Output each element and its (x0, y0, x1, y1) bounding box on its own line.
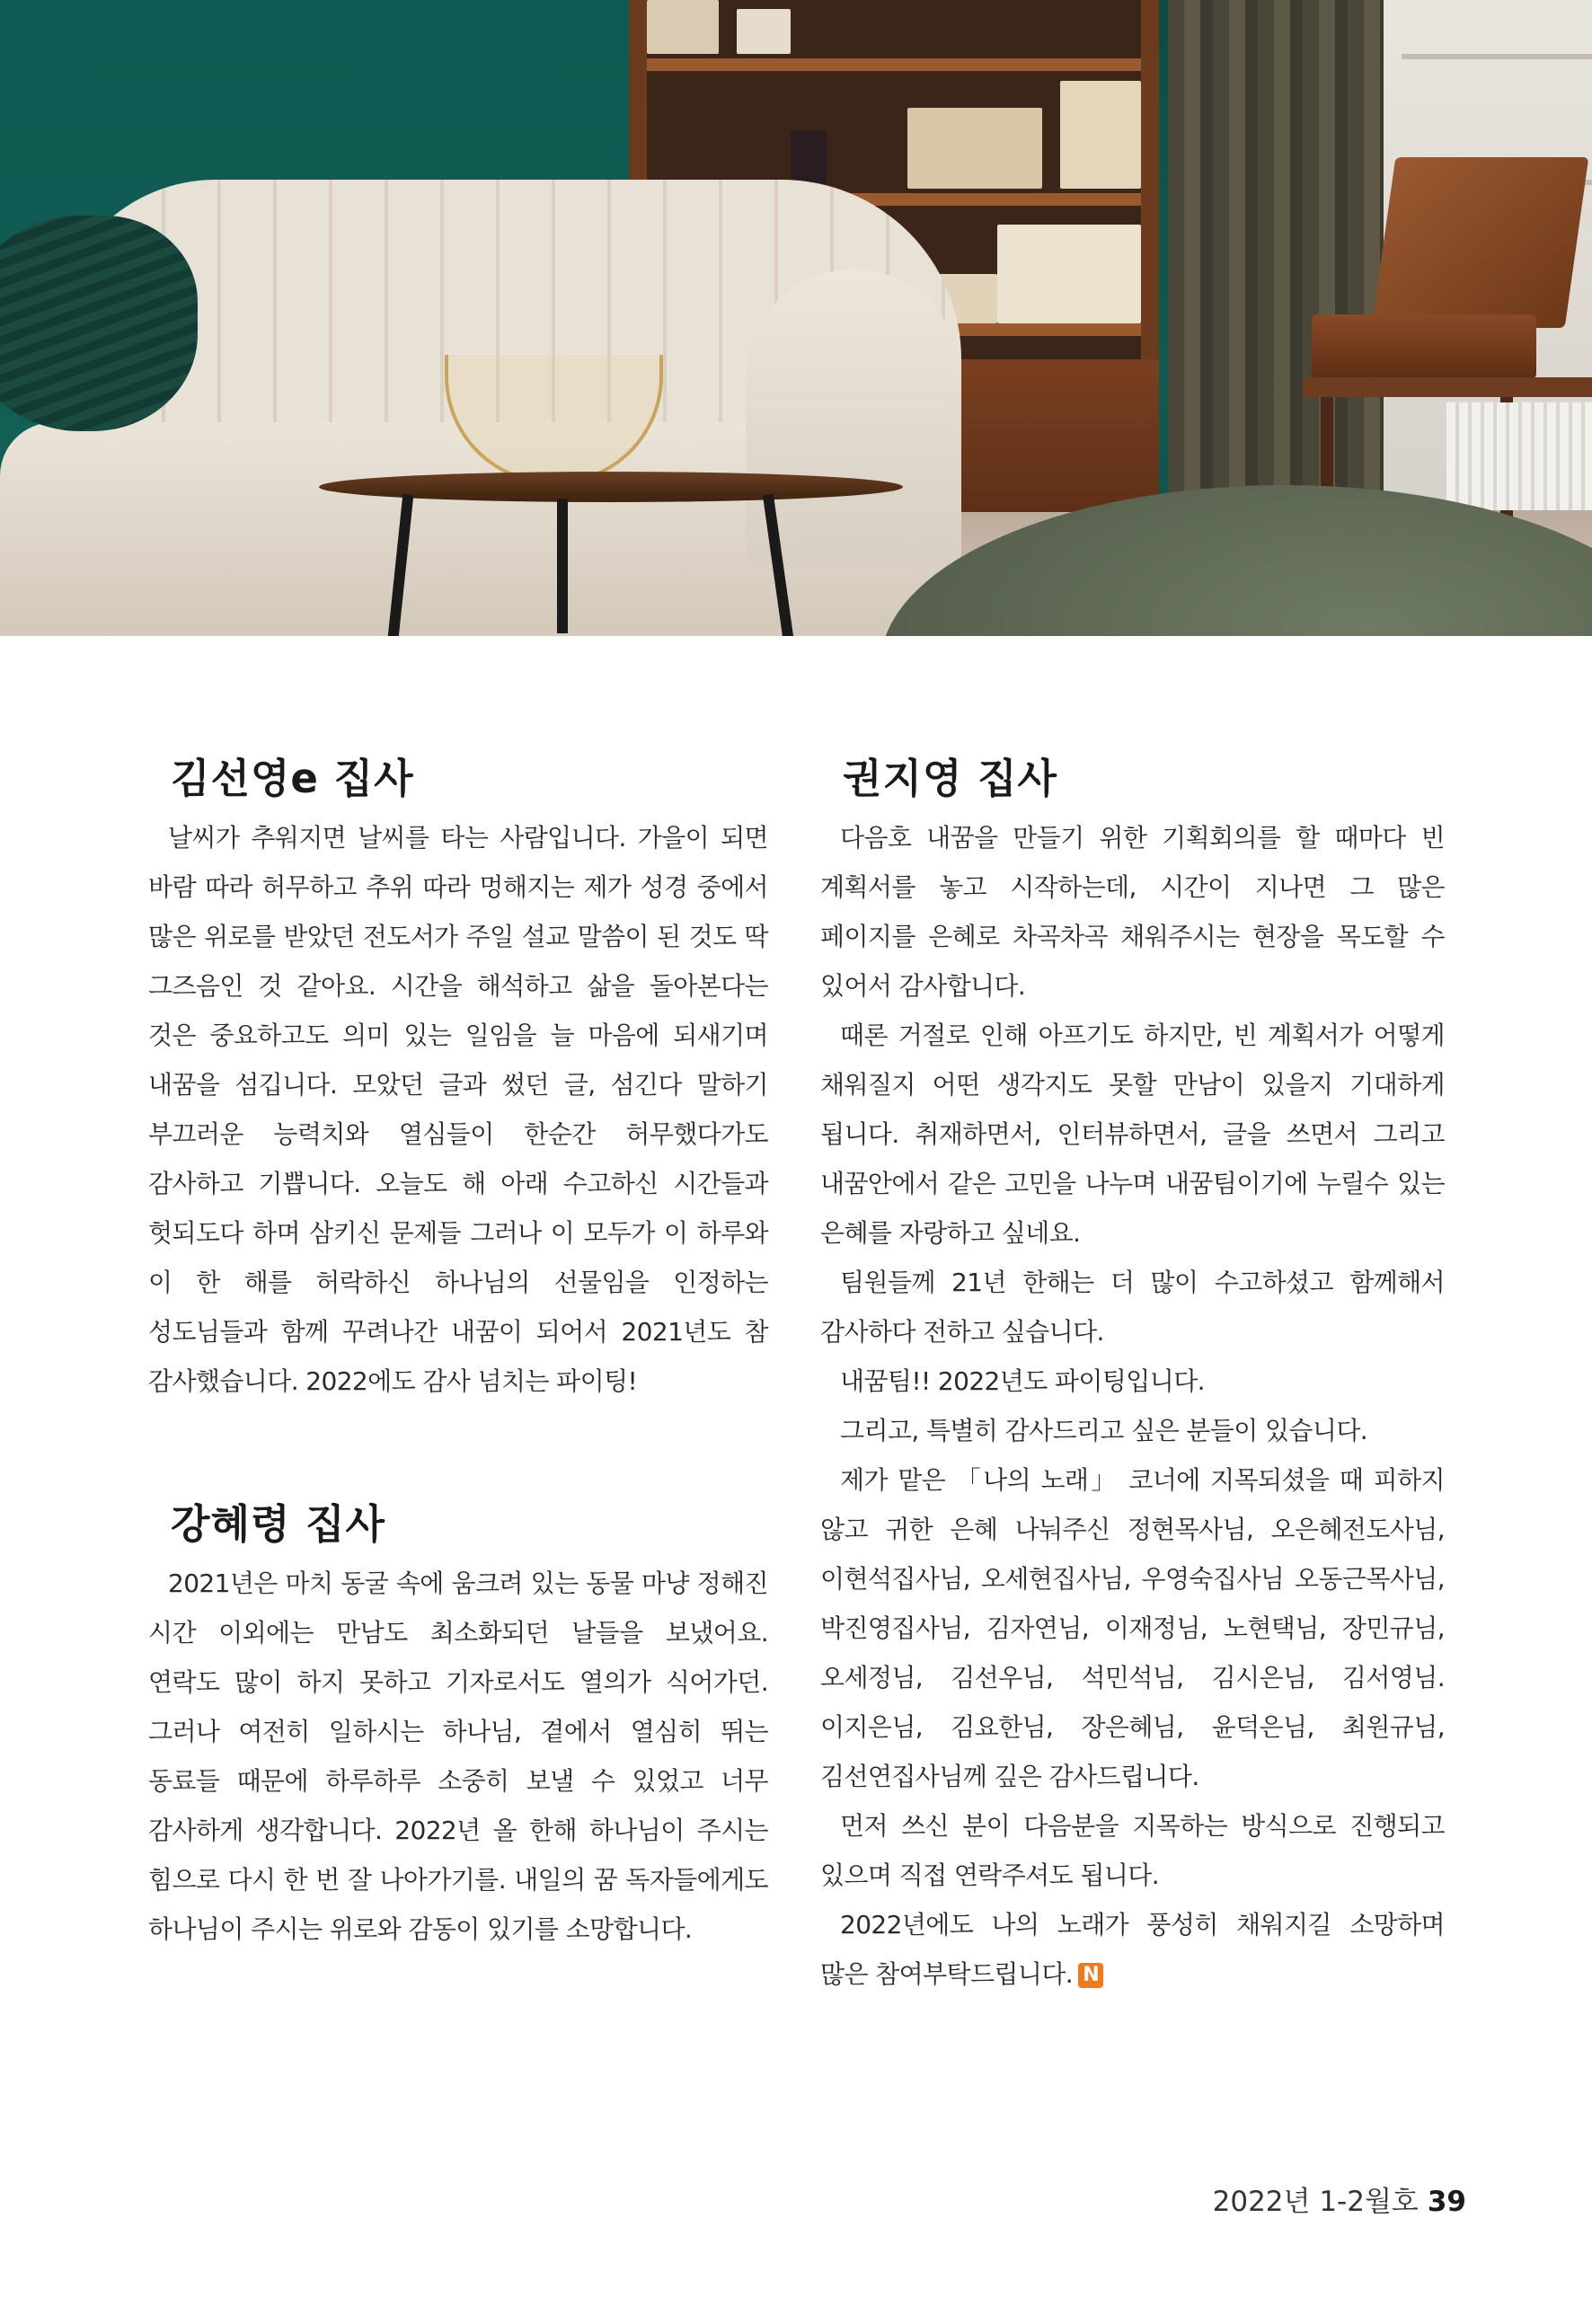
hero-photo-living-room (0, 0, 1592, 636)
book (737, 9, 791, 54)
section-kim (148, 746, 768, 1406)
paragraph: 2021년은 마치 동굴 속에 움크려 있는 동물 마냥 정해진 시간 이외에는 만남도 최소화되던 날들을 보냈어요. 연락도 많이 하지 못하고 기자로서도 열의가 식어가던. 그러나 여전히 일하시는 하나님, 곁에서 열심히 뛰는 동료들 때문에 하루하루 소중히 보낼 수 있었고 너무 감사하게 생각합니다. 2022년 올 한해 하나님이 주시는 힘으로 다시 한 번 잘 나아가기를. 내일의 꿈 독자들에게도 하나님이 주시는 위로와 감동이 있기를 소망합니다. (148, 1568, 768, 1944)
section-kwon (820, 746, 1445, 1999)
book (647, 0, 719, 54)
window-bar (1402, 54, 1592, 59)
book-stack (997, 225, 1141, 323)
paragraph: 날씨가 추워지면 날씨를 타는 사람입니다. 가을이 되면 바람 따라 허무하고 추위 따라 멍해지는 제가 성경 중에서 많은 위로를 받았던 전도서가 주일 설교 말씀이 된 것도 딱 그즈음인 것 같아요. 시간을 해석하고 삶을 돌아본다는 것은 중요하고도 의미 있는 일임을 늘 마음에 되새기며 내꿈을 섬깁니다. 모았던 글과 썼던 글, 섬긴다 말하기 부끄러운 능력치와 열심들이 한순간 허무했다가도 감사하고 기쁩니다. 오늘도 해 아래 수고하신 시간들과 헛되도다 하며 삼키신 문제들 그러나 이 모두가 이 하루와 이 한 해를 허락하신 하나님의 선물임을 인정하는 성도님들과 함께 꾸려나간 내꿈이 되어서 2021년도 참 감사했습니다. 2022에도 감사 넘치는 파이팅! (148, 823, 768, 1396)
book-stack (1060, 81, 1141, 189)
sofa-arm (746, 270, 961, 566)
paragraph: 먼저 쓰신 분이 다음분을 지목하는 방식으로 진행되고 있으며 직접 연락주셔도 됩니다. (820, 1811, 1445, 1890)
paragraph: 제가 맡은 「나의 노래」 코너에 지목되셨을 때 피하지 않고 귀한 은혜 나눠주신 정현목사님, 오은혜전도사님, 이현석집사님, 오세현집사님, 우영숙집사님 오동근목사님, 박진영집사님, 김자연님, 이재정님, 노현택님, 장민규님, 오세정님, 김선우님, 석민석님, 김시은님, 김서영님. 이지은님, 김요한님, 장은혜님, 윤덕은님, 최원규님, 김선연집사님께 깊은 감사드립니다. (820, 1465, 1445, 1791)
section-title: 권지영 집사 (843, 755, 1058, 802)
paragraph: 다음호 내꿈을 만들기 위한 기획회의를 할 때마다 빈 계획서를 놓고 시작하는데, 시간이 지나면 그 많은 페이지를 은혜로 차곡차곡 채워주시는 현장을 목도할 수 있어서 감사합니다. (820, 823, 1445, 1001)
shelf-board (647, 58, 1141, 71)
page-footer (1213, 2178, 1466, 2219)
coffee-table-leg (557, 499, 568, 633)
record-player (1312, 314, 1536, 379)
paragraph-last (820, 1900, 1445, 1999)
page-number: 39 (1427, 2186, 1466, 2218)
book-stack (907, 108, 1042, 189)
section-title: 강혜령 집사 (171, 1500, 386, 1548)
paragraph: 팀원들께 21년 한해는 더 많이 수고하셨고 함께해서 감사하다 전하고 싶습니다. (820, 1268, 1445, 1347)
paragraph: 내꿈팀!! 2022년도 파이팅입니다. (840, 1366, 1205, 1396)
green-pillow (0, 216, 198, 431)
paragraph: 그리고, 특별히 감사드리고 싶은 분들이 있습니다. (840, 1416, 1368, 1445)
end-mark-icon: N (1078, 1963, 1103, 1988)
paragraph: 때론 거절로 인해 아프기도 하지만, 빈 계획서가 어떻게 채워질지 어떤 생각지도 못할 만남이 있을지 기대하게 됩니다. 취재하면서, 인터뷰하면서, 글을 쓰면서 그리고 내꿈안에서 같은 고민을 나누며 내꿈팀이기에 누릴수 있는 은혜를 자랑하고 싶네요. (820, 1021, 1445, 1248)
record-player-lid (1372, 157, 1589, 328)
paragraph-text: 2022년에도 나의 노래가 풍성히 채워지길 소망하며 많은 참여부탁드립니다. (820, 1910, 1445, 1989)
issue-label: 2022년 1-2월호 (1212, 2186, 1419, 2218)
section-title: 김선영e 집사 (171, 755, 414, 802)
radiator (1446, 402, 1592, 510)
side-table (1303, 377, 1592, 397)
section-kang (148, 1491, 768, 1954)
